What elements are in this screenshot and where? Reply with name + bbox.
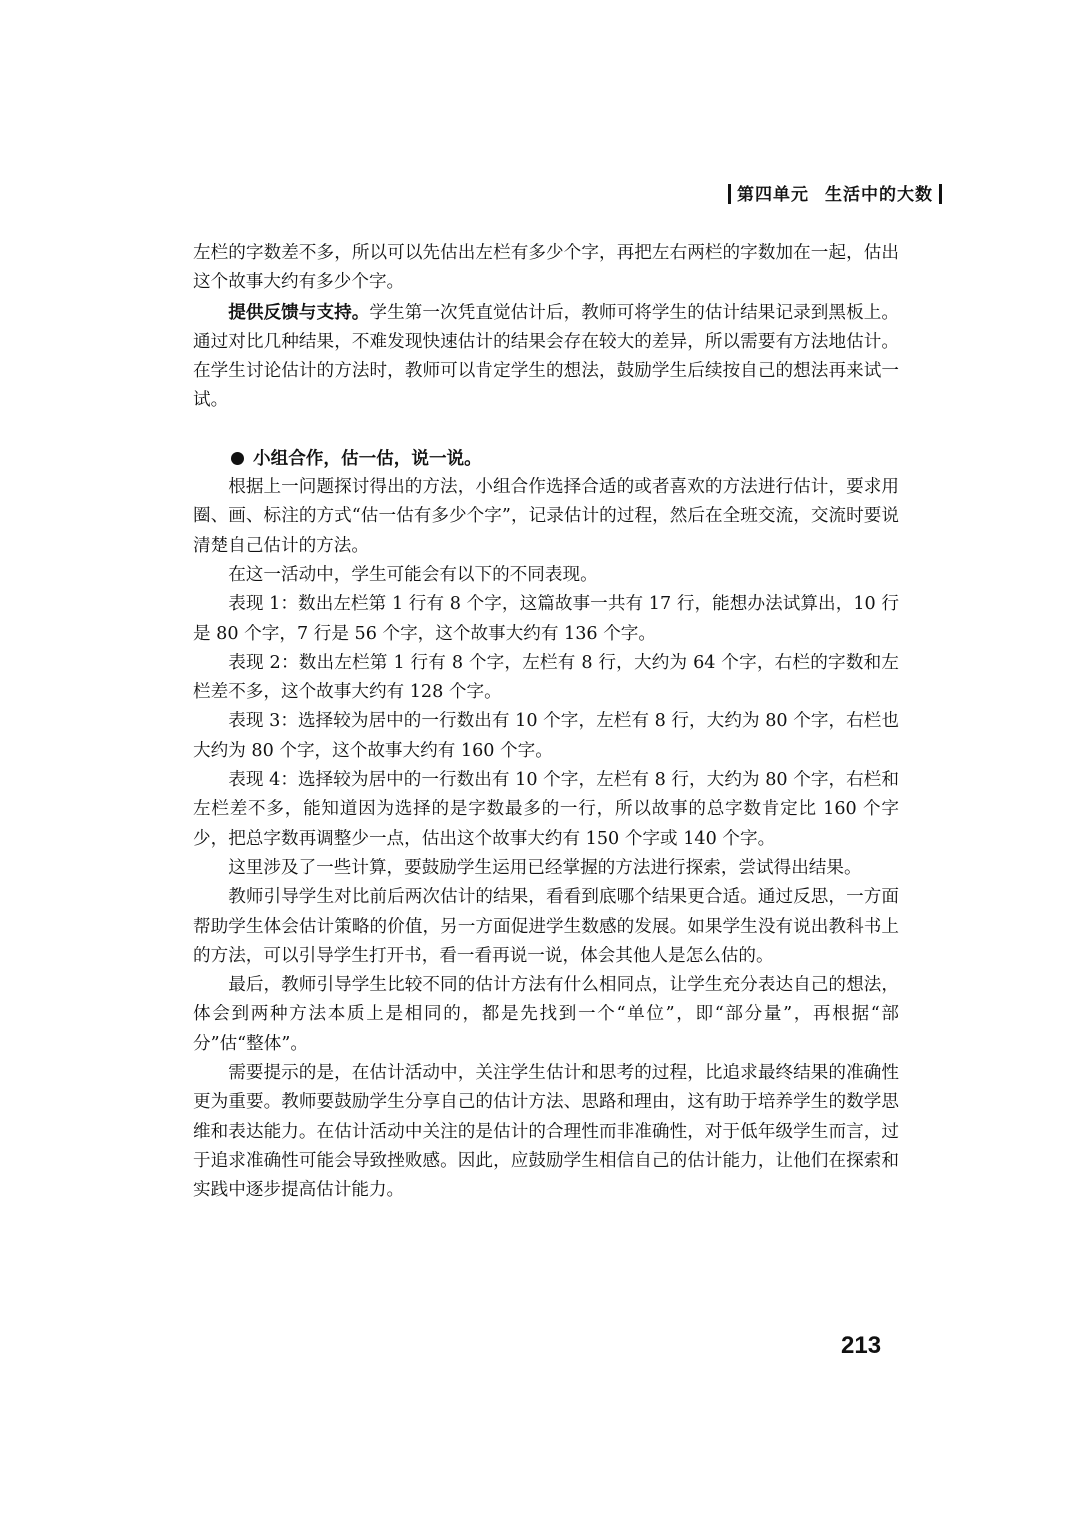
paragraph-continued: 左栏的字数差不多，所以可以先估出左栏有多少个字，再把左右两栏的字数加在一起，估出这个故事大约有多少个字。 (193, 243, 899, 293)
running-header (722, 180, 948, 205)
page-body (193, 239, 899, 1206)
section-title: 小组合作，估一估，说一说。 (253, 447, 482, 469)
paragraph-performance-1: 表现 1：数出左栏第 1 行有 8 个字，这篇故事一共有 17 行，能想办法试算出，10 行是 80 个字，7 行是 56 个字，这个故事大约有 136 个字。 (193, 594, 899, 644)
paragraph-performance-2: 表现 2：数出左栏第 1 行有 8 个字，左栏有 8 行，大约为 64 个字，右栏的字数和左栏差不多，这个故事大约有 128 个字。 (193, 652, 899, 703)
paragraph: 教师引导学生对比前后两次估计的结果，看看到底哪个结果更合适。通过反思，一方面帮助学生体会估计策略的价值，另一方面促进学生数感的发展。如果学生没有说出教科书上的方法，可以引导学生打开书，看一看再说一说，体会其他人是怎么估的。 (193, 887, 899, 966)
header-bar-left (728, 184, 731, 204)
paragraph: 在这一活动中，学生可能会有以下的不同表现。 (228, 564, 598, 585)
paragraph-performance-4: 表现 4：选择较为居中的一行数出有 10 个字，左栏有 8 行，大约为 80 个字，右栏和左栏差不多，能知道因为选择的是字数最多的一行，所以故事的总字数肯定比 160 个字少，把总字数再调整少一点，估出这个故事大约有 150 个字或 140 个字。 (193, 770, 899, 849)
page-number: 213 (841, 1332, 882, 1359)
paragraph: 根据上一问题探讨得出的方法，小组合作选择合适的或者喜欢的方法进行估计，要求用圈、画、标注的方式“估一估有多少个字”，记录估计的过程，然后在全班交流，交流时要说清楚自己估计的方法。 (193, 477, 899, 556)
paragraph: 最后，教师引导学生比较不同的估计方法有什么相同点，让学生充分表达自己的想法，体会到两种方法本质上是相同的，都是先找到一个“单位”，即“部分量”，再根据“部分”估“整体”。 (193, 975, 899, 1054)
feedback-text: 学生第一次凭直觉估计后，教师可将学生的估计结果记录到黑板上。通过对比几种结果，不难发现快速估计的结果会存在较大的差异，所以需要有方法地估计。在学生讨论估计的方法时，教师可以肯定学生的想法，鼓励学生后续按自己的想法再来试一试。 (193, 302, 899, 411)
header-bar-right (939, 184, 942, 204)
header-unit: 第四单元 (737, 185, 809, 205)
section-heading (193, 444, 899, 473)
paragraph: 需要提示的是，在估计活动中，关注学生估计和思考的过程，比追求最终结果的准确性更为重要。教师要鼓励学生分享自己的估计方法、思路和理由，这有助于培养学生的数学思维和表达能力。在估计活动中关注的是估计的合理性而非准确性，对于低年级学生而言，过于追求准确性可能会导致挫败感。因此，应鼓励学生相信自己的估计能力，让他们在探索和实践中逐步提高估计能力。 (193, 1063, 899, 1201)
paragraph-feedback (193, 298, 899, 416)
bullet-icon (231, 452, 244, 465)
paragraph: 这里涉及了一些计算，要鼓励学生运用已经掌握的方法进行探索，尝试得出结果。 (228, 857, 862, 878)
feedback-lead: 提供反馈与支持。 (228, 301, 370, 323)
paragraph-performance-3: 表现 3：选择较为居中的一行数出有 10 个字，左栏有 8 行，大约为 80 个字，右栏也大约为 80 个字，这个故事大约有 160 个字。 (193, 711, 899, 761)
header-title: 生活中的大数 (825, 185, 933, 205)
